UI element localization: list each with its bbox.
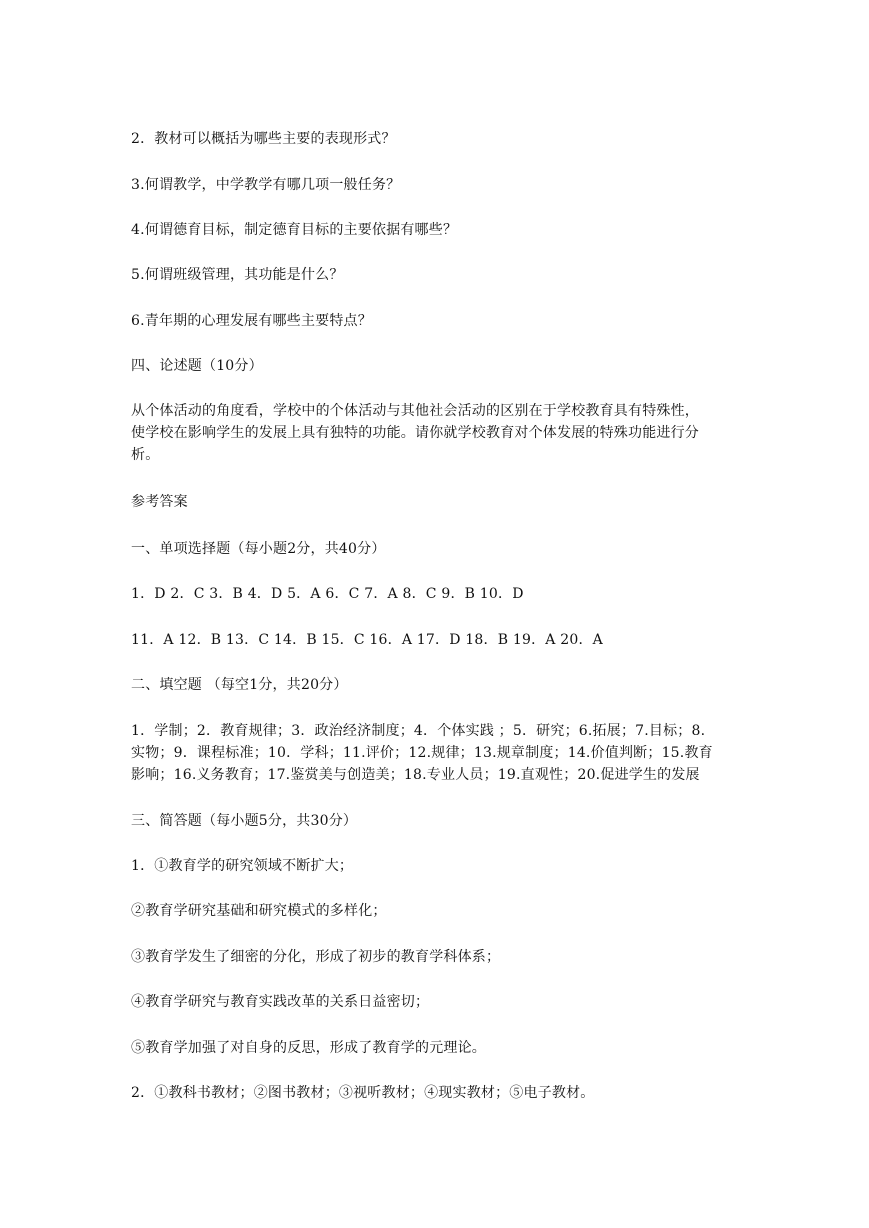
short-answer-1-4: ④教育学研究与教育实践改革的关系日益密切； [131,994,430,1010]
essay-question [131,400,741,466]
short-answer-1-2: ②教育学研究基础和研究模式的多样化； [131,903,387,919]
fill-answer-line: 1．学制；2．教育规律；3．政治经济制度；4．个体实践 ；5．研究；6.拓展；7.目标；8. [131,723,706,739]
fill-answer-line: 实物；9．课程标准；10．学科；11.评价；12.规律；13.规章制度；14.价值判断；15.教育 [131,745,713,761]
question-5: 5.何谓班级管理，其功能是什么？ [131,267,344,283]
essay-line: 析。 [131,447,160,463]
choice-answers-row-2: 11．A 12．B 13．C 14．B 15．C 16．A 17．D 18．B 19．A 20．A [131,632,603,648]
question-2: 2．教材可以概括为哪些主要的表现形式？ [131,131,396,147]
short-answer-1-3: ③教育学发生了细密的分化，形成了初步的教育学科体系； [131,949,501,965]
fill-answer-line: 影响；16.义务教育；17.鉴赏美与创造美；18.专业人员；19.直观性；20.促进学生的发展 [131,767,700,783]
essay-heading: 四、论述题（10分） [131,358,263,374]
essay-line: 从个体活动的角度看，学校中的个体活动与其他社会活动的区别在于学校教育具有特殊性， [131,403,699,419]
short-answer-1-1: 1．①教育学的研究领域不断扩大； [131,858,354,874]
essay-line: 使学校在影响学生的发展上具有独特的功能。请你就学校教育对个体发展的特殊功能进行分 [131,425,699,441]
short-answer-1-5: ⑤教育学加强了对自身的反思，形成了教育学的元理论。 [131,1040,486,1056]
choice-heading: 一、单项选择题（每小题2分，共40分） [131,541,386,557]
short-answer-2: 2．①教科书教材；②图书教材；③视听教材；④现实教材；⑤电子教材。 [131,1085,595,1101]
choice-answers-row-1: 1．D 2．C 3．B 4．D 5．A 6．C 7．A 8．C 9．B 10．D [131,586,524,602]
fill-heading: 二、填空题 （每空1分，共20分） [131,677,348,693]
short-answer-heading: 三、简答题（每小题5分，共30分） [131,813,358,829]
question-3: 3.何谓教学，中学教学有哪几项一般任务？ [131,177,401,193]
answers-title: 参考答案 [131,494,188,510]
fill-answers [131,720,741,786]
question-4: 4.何谓德育目标，制定德育目标的主要依据有哪些？ [131,222,458,238]
question-6: 6.青年期的心理发展有哪些主要特点？ [131,313,372,329]
